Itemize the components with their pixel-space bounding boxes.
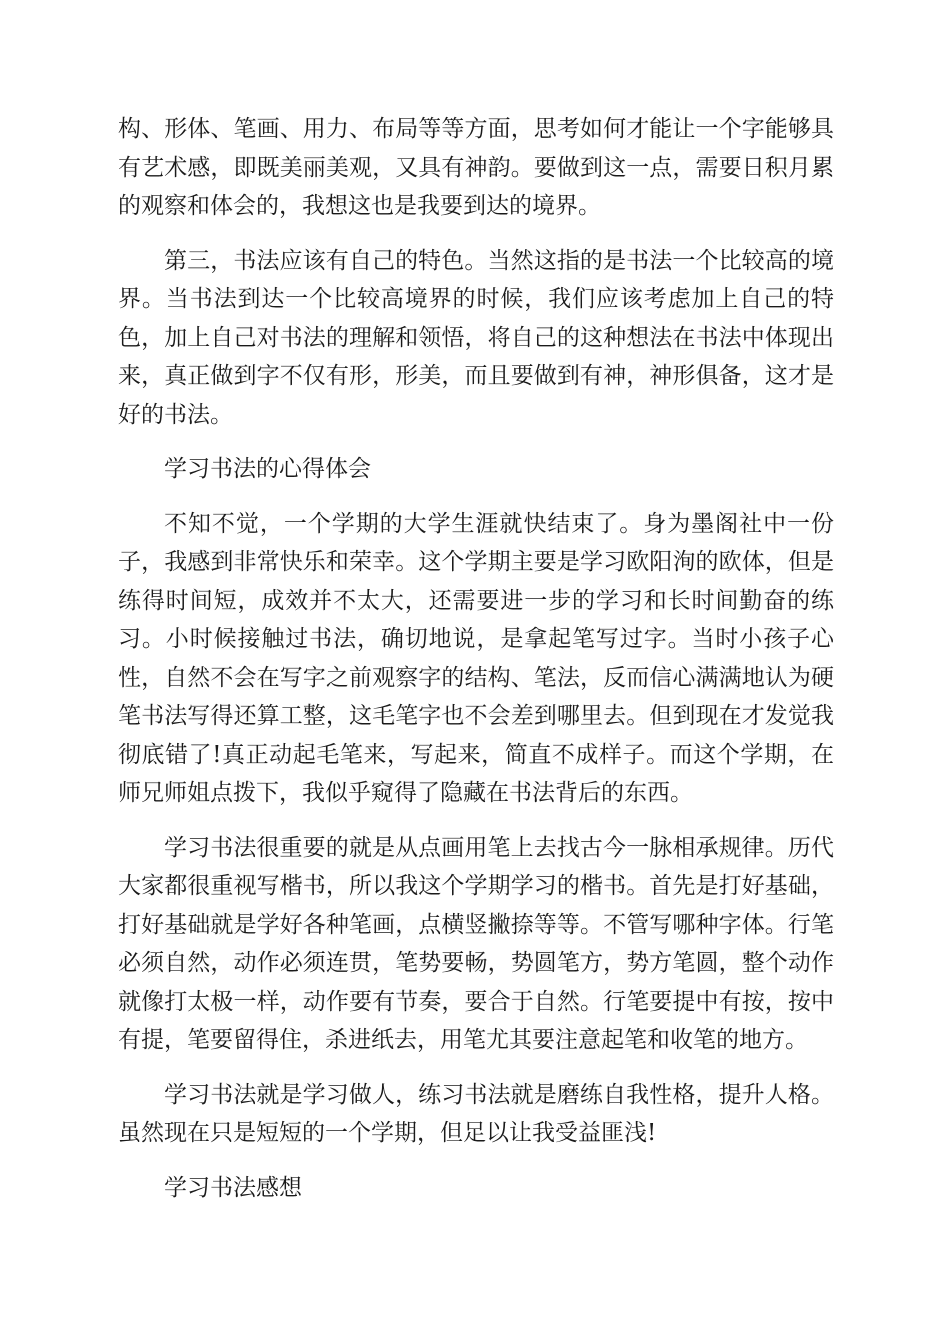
paragraph-learning-as-character: 学习书法就是学习做人，练习书法就是磨练自我性格，提升人格。虽然现在只是短短的一个学期，但足以让我受益匪浅! bbox=[118, 1081, 834, 1146]
paragraph-composition-continued: 构、形体、笔画、用力、布局等等方面，思考如何才能让一个字能够具有艺术感，即既美丽美观，又具有神韵。要做到这一点，需要日积月累的观察和体会的，我想这也是我要到达的境界。 bbox=[118, 116, 834, 219]
section-heading-calligraphy-thoughts: 学习书法感想 bbox=[164, 1174, 302, 1201]
document-page bbox=[118, 110, 834, 1223]
paragraph-third-point: 第三，书法应该有自己的特色。当然这指的是书法一个比较高的境界。当书法到达一个比较高境界的时候，我们应该考虑加上自己的特色，加上自己对书法的理解和领悟，将自己的这种想法在书法中体现出来，真正做到字不仅有形，形美，而且要做到有神，神形俱备，这才是好的书法。 bbox=[118, 247, 834, 428]
section-heading-calligraphy-experience: 学习书法的心得体会 bbox=[164, 456, 371, 482]
paragraph-semester-reflection: 不知不觉，一个学期的大学生涯就快结束了。身为墨阁社中一份子，我感到非常快乐和荣幸。这个学期主要是学习欧阳洵的欧体，但是练得时间短，成效并不太大，还需要进一步的学习和长时间勤奋的练习。小时候接触过书法，确切地说，是拿起笔写过字。当时小孩子心性，自然不会在写字之前观察字的结构、笔法，反而信心满满地认为硬笔书法写得还算工整，这毛笔字也不会差到哪里去。但到现在才发觉我彻底错了!真正动起毛笔来，写起来，简直不成样子。而这个学期，在师兄师姐点拨下，我似乎窥得了隐藏在书法背后的东西。 bbox=[118, 510, 834, 806]
paragraph-brushwork-fundamentals: 学习书法很重要的就是从点画用笔上去找古今一脉相承规律。历代大家都很重视写楷书，所以我这个学期学习的楷书。首先是打好基础，打好基础就是学好各种笔画，点横竖撇捺等等。不管写哪种字体。行笔必须自然，动作必须连贯，笔势要畅，势圆笔方，势方笔圆，整个动作就像打太极一样，动作要有节奏，要合于自然。行笔要提中有按，按中有提，笔要留得住，杀进纸去，用笔尤其要注意起笔和收笔的地方。 bbox=[118, 834, 834, 1053]
